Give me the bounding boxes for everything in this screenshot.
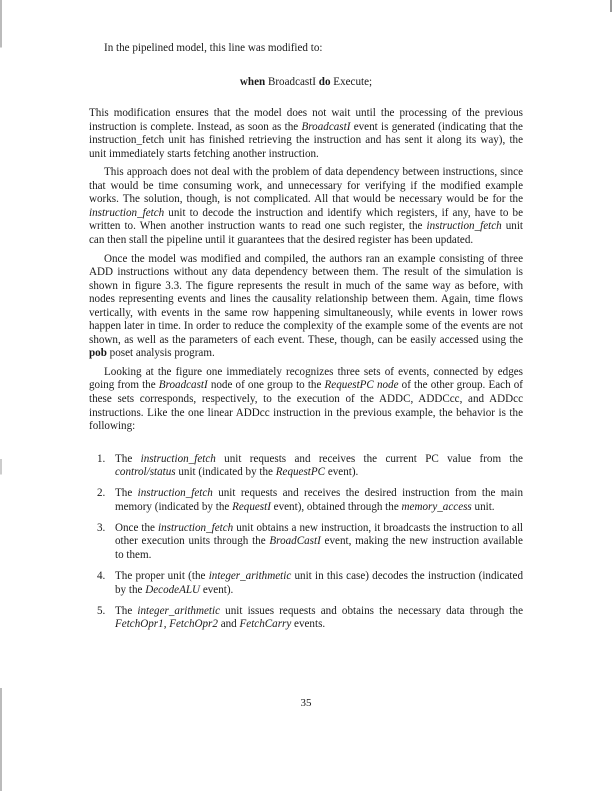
intro-paragraph: In the pipelined model, this line was modified to: xyxy=(104,42,323,54)
document-page xyxy=(89,38,523,639)
list-item: 2. The instruction_fetch unit requests and receives the desired instruction from the main memory (indicated by the RequestI event), obtained through the memory_access unit. xyxy=(97,487,523,513)
signal-name: BroadcastI xyxy=(267,75,317,88)
paragraph-1: This modification ensures that the model does not wait until the processing of the previous instruction is complete. Instead, as soon as the BroadcastI event is generated (indicating that the instruction_fetch unit has finished retrieving the instruction and has sent it along its way), the unit immediately starts fetching another instruction. xyxy=(89,107,523,160)
list-item: 1. The instruction_fetch unit requests and receives the current PC value from the control/status unit (indicated by the RequestPC event). xyxy=(97,452,523,479)
list-item: 4. The proper unit (the integer_arithmetic unit in this case) decodes the instruction (indicated by the DecodeALU event). xyxy=(97,570,523,596)
scan-edge-left xyxy=(0,0,2,791)
paragraph-2: This approach does not deal with the problem of data dependency between instructions, since that would be time consuming work, and unnecessary for verifying if the modified example works. The solution, though, is not complicated. All that would be necessary would be for the instruction_fetch unit to decode the instruction and identify which registers, if any, have to be written to. When another instruction wants to read one such register, the instruction_fetch unit can then stall the pipeline until it guarantees that the desired register has been updated. xyxy=(89,166,523,247)
behavior-list xyxy=(89,453,523,632)
list-item: 5. The integer_arithmetic unit issues requests and obtains the necessary data through the FetchOpr1, FetchOpr2 and FetchCarry events. xyxy=(97,604,523,631)
keyword-do: do xyxy=(318,75,331,88)
paragraph-4: Looking at the figure one immediately recognizes three sets of events, connected by edges going from the BroadcastI node of one group to the RequestPC node of the other group. Each of these sets corresponds, respectively, to the execution of the ADDC, ADDCcc, and ADDcc instructions. Like the one linear ADDcc instruction in the previous example, the behavior is the following: xyxy=(89,365,523,433)
code-line xyxy=(89,76,523,90)
paragraph-3: Once the model was modified and compiled, the authors ran an example consisting of three ADD instructions without any data dependency between them. The result of the simulation is shown in figure 3.3. The figure represents the result in much of the same way as before, with nodes representing events and lines the causality relationship between them. Again, time flows vertically, with events in the same row happening simultaneously, while events in lower rows happen later in time. In order to reduce the complexity of the example some of the events are not shown, as well as the parameters of each event. These, though, can be easily accessed using the pob poset analysis program. xyxy=(89,252,523,360)
list-item: 3. Once the instruction_fetch unit obtains a new instruction, it broadcasts the instruction to all other execution units through the BroadCastI event, making the new instruction available to them. xyxy=(97,521,523,561)
keyword-when: when xyxy=(239,75,266,88)
action-name: Execute; xyxy=(333,75,373,88)
page-number: 35 xyxy=(300,697,312,709)
